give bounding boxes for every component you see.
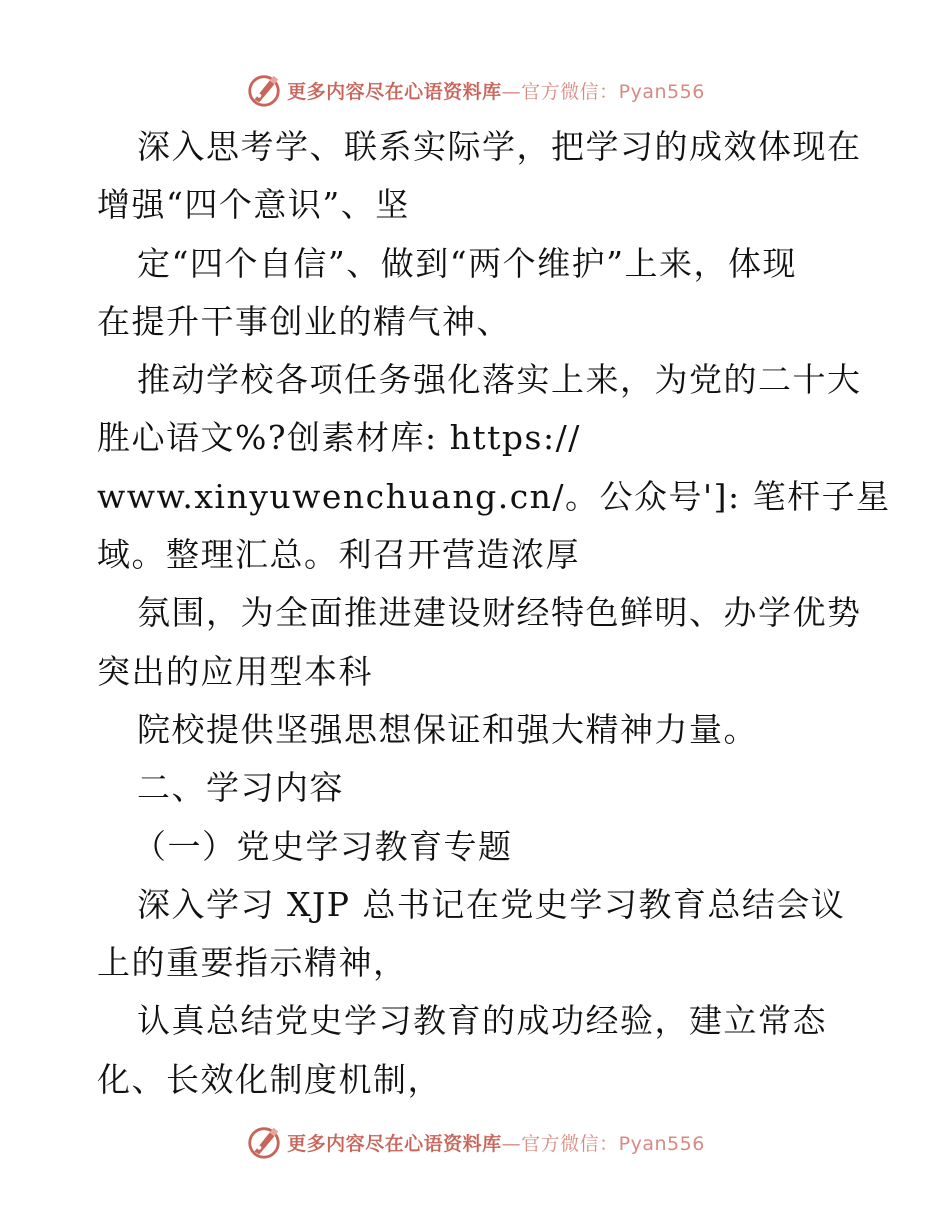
pen-logo-icon bbox=[245, 1123, 283, 1161]
text-line: 增强“四个意识”、坚 bbox=[97, 185, 410, 225]
text-line: www.xinyuwenchuang.cn/。公众号']: 笔杆子星 bbox=[97, 476, 891, 516]
text-line: 推动学校各项任务强化落实上来，为党的二十大 bbox=[137, 360, 862, 400]
text-line: 上的重要指示精神， bbox=[97, 943, 408, 983]
subsection-heading: （一）党史学习教育专题 bbox=[133, 826, 513, 866]
watermark-text bbox=[287, 77, 705, 104]
document-body bbox=[97, 118, 891, 1109]
text-line: 化、长效化制度机制， bbox=[97, 1059, 442, 1099]
text-line: 深入思考学、联系实际学，把学习的成效体现在 bbox=[137, 127, 862, 166]
text-line: 认真总结党史学习教育的成功经验，建立常态 bbox=[137, 1001, 827, 1041]
watermark-contact: —官方微信：Pyan556 bbox=[501, 80, 705, 103]
text-line: 突出的应用型本科 bbox=[97, 651, 373, 691]
watermark-contact: —官方微信：Pyan556 bbox=[501, 1132, 705, 1155]
pen-logo-icon bbox=[245, 71, 283, 109]
text-line: 域。整理汇总。利召开营造浓厚 bbox=[97, 535, 580, 575]
watermark-brand: 更多内容尽在心语资料库 bbox=[287, 1132, 502, 1155]
text-line: 胜心语文%?创素材库: https:// bbox=[97, 418, 581, 458]
watermark-header bbox=[0, 70, 950, 110]
watermark-footer bbox=[0, 1122, 950, 1162]
section-heading: 二、学习内容 bbox=[137, 768, 344, 808]
text-line: 院校提供坚强思想保证和强大精神力量。 bbox=[137, 709, 758, 749]
text-line: 在提升干事创业的精气神、 bbox=[97, 301, 511, 341]
text-line: 深入学习 XJP 总书记在党史学习教育总结会议 bbox=[137, 884, 846, 924]
watermark-text bbox=[287, 1129, 705, 1156]
watermark-brand: 更多内容尽在心语资料库 bbox=[287, 80, 502, 103]
text-line: 氛围，为全面推进建设财经特色鲜明、办学优势 bbox=[137, 593, 862, 633]
text-line: 定“四个自信”、做到“两个维护”上来，体现 bbox=[137, 243, 797, 283]
